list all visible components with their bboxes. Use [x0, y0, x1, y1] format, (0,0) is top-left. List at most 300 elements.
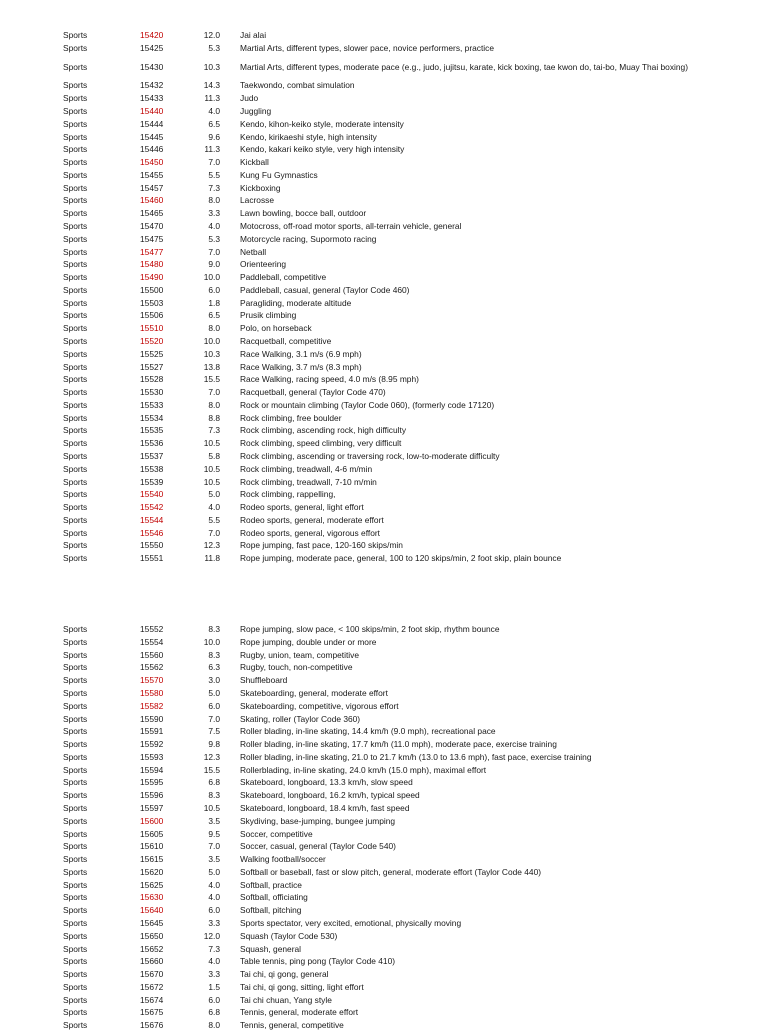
activity-description-cell: Rock climbing, ascending or traversing rock, low-to-moderate difficulty — [240, 451, 500, 461]
category-cell: Sports — [63, 118, 88, 129]
code-cell: 15440 — [140, 105, 164, 116]
activity-description-cell: Prusik climbing — [240, 310, 297, 321]
code-cell: 15620 — [140, 866, 164, 877]
activity-description-cell: Roller blading, in-line skating, 17.7 km/h (11.0 mph), moderate pace, exercise training — [240, 739, 557, 749]
activity-description-cell: Squash (Taylor Code 530) — [240, 930, 338, 941]
met-value-cell: 6.0 — [208, 700, 220, 711]
met-value-cell: 12.3 — [203, 540, 220, 551]
table-row — [0, 156, 768, 168]
code-cell: 15527 — [140, 361, 164, 372]
category-cell: Sports — [63, 284, 88, 295]
category-cell: Sports — [63, 131, 88, 142]
code-cell: 15544 — [140, 514, 164, 525]
met-value-cell: 10.3 — [203, 61, 220, 72]
activity-description-cell: Softball, pitching — [240, 905, 302, 916]
category-cell: Sports — [63, 93, 88, 104]
table-row — [0, 539, 768, 551]
met-value-cell: 3.3 — [208, 208, 220, 219]
category-cell: Sports — [63, 624, 88, 634]
met-value-cell: 13.8 — [203, 361, 220, 372]
code-cell: 15650 — [140, 930, 164, 941]
category-cell: Sports — [63, 866, 88, 877]
category-cell: Sports — [63, 841, 88, 852]
code-cell: 15645 — [140, 917, 164, 928]
category-cell: Sports — [63, 540, 88, 551]
table-row — [0, 182, 768, 194]
category-cell: Sports — [63, 348, 88, 359]
table-row — [0, 131, 768, 143]
activity-description-cell: Orienteering — [240, 259, 287, 270]
table-row — [0, 994, 768, 1006]
code-cell: 15503 — [140, 297, 164, 308]
activity-description-cell: Sports spectator, very excited, emotional, physically moving — [240, 917, 462, 928]
met-value-cell: 6.5 — [208, 310, 220, 321]
table-row — [0, 828, 768, 840]
category-cell: Sports — [63, 636, 88, 647]
table-row — [0, 61, 768, 73]
table-row — [0, 105, 768, 117]
met-value-cell: 15.5 — [203, 374, 220, 385]
table-row — [0, 42, 768, 54]
activity-description-cell: Kung Fu Gymnastics — [240, 169, 318, 180]
code-cell: 15535 — [140, 425, 164, 436]
table-row — [0, 79, 768, 91]
category-cell: Sports — [63, 246, 88, 257]
category-cell: Sports — [63, 233, 88, 244]
activity-description-cell: Martial Arts, different types, moderate pace (e.g., judo, jujitsu, karate, kick boxing, tae kwon do, tai-bo, Muay Thai boxing) — [240, 61, 688, 72]
table-row — [0, 348, 768, 360]
table-row — [0, 437, 768, 449]
code-cell: 15500 — [140, 284, 164, 295]
code-cell: 15465 — [140, 208, 164, 219]
category-cell: Sports — [63, 649, 88, 660]
table-row — [0, 271, 768, 283]
activity-description-cell: Jai alai — [240, 30, 267, 40]
activity-description-cell: Rock climbing, ascending rock, high difficulty — [240, 425, 407, 436]
activity-description-cell: Rope jumping, moderate pace, general, 100 to 120 skips/min, 2 foot skip, plain bounce — [240, 553, 562, 564]
table-row — [0, 968, 768, 980]
category-cell: Sports — [63, 917, 88, 928]
activity-description-cell: Kendo, kirikaeshi style, high intensity — [240, 131, 377, 142]
activity-description-cell: Skateboard, longboard, 13.3 km/h, slow speed — [240, 777, 413, 788]
code-cell: 15554 — [140, 636, 164, 647]
code-cell: 15430 — [140, 61, 164, 72]
table-row — [0, 476, 768, 488]
activity-description-cell: Rock climbing, rappelling, — [240, 489, 336, 500]
code-cell: 15433 — [140, 93, 164, 104]
activity-description-cell: Rugby, union, team, competitive — [240, 649, 360, 660]
met-value-cell: 4.0 — [208, 879, 220, 890]
code-cell: 15676 — [140, 1020, 164, 1031]
code-cell: 15675 — [140, 1007, 164, 1018]
code-cell: 15432 — [140, 80, 164, 91]
category-cell: Sports — [63, 675, 88, 686]
met-value-cell: 7.3 — [208, 943, 220, 954]
activity-description-cell: Kickboxing — [240, 182, 281, 193]
code-cell: 15674 — [140, 994, 164, 1005]
code-cell: 15425 — [140, 42, 164, 53]
category-cell: Sports — [63, 61, 88, 72]
met-value-cell: 10.3 — [203, 348, 220, 359]
category-cell: Sports — [63, 514, 88, 525]
activity-description-cell: Squash, general — [240, 943, 301, 954]
category-cell: Sports — [63, 451, 88, 461]
table-row — [0, 674, 768, 686]
category-cell: Sports — [63, 157, 88, 167]
met-value-cell: 6.3 — [208, 662, 220, 673]
category-cell: Sports — [63, 662, 88, 673]
met-value-cell: 6.5 — [208, 118, 220, 129]
met-value-cell: 11.3 — [204, 93, 220, 104]
met-value-cell: 7.0 — [208, 841, 220, 852]
met-value-cell: 8.3 — [208, 624, 220, 634]
activity-description-cell: Judo — [240, 93, 259, 104]
met-value-cell: 6.0 — [208, 284, 220, 295]
code-cell: 15593 — [140, 751, 164, 762]
table-row — [0, 207, 768, 219]
code-cell: 15530 — [140, 387, 164, 398]
met-value-cell: 10.0 — [203, 636, 220, 647]
category-cell: Sports — [63, 930, 88, 941]
table-row — [0, 943, 768, 955]
met-value-cell: 5.3 — [208, 42, 220, 53]
table-row — [0, 399, 768, 411]
category-cell: Sports — [63, 195, 88, 206]
category-cell: Sports — [63, 700, 88, 711]
table-row — [0, 687, 768, 699]
table-row — [0, 1019, 768, 1031]
code-cell: 15542 — [140, 502, 164, 513]
met-value-cell: 5.8 — [208, 451, 220, 461]
code-cell: 15610 — [140, 841, 164, 852]
met-value-cell: 8.3 — [208, 790, 220, 801]
activity-description-cell: Tennis, general, competitive — [240, 1020, 344, 1031]
table-row — [0, 853, 768, 865]
table-row — [0, 309, 768, 321]
category-cell: Sports — [63, 374, 88, 385]
activity-description-cell: Tai chi chuan, Yang style — [240, 994, 332, 1005]
met-value-cell: 5.0 — [208, 866, 220, 877]
met-value-cell: 4.0 — [208, 956, 220, 967]
met-value-cell: 5.3 — [208, 233, 220, 244]
table-row — [0, 866, 768, 878]
category-cell: Sports — [63, 438, 88, 449]
table-row — [0, 713, 768, 725]
met-value-cell: 3.0 — [208, 675, 220, 686]
activity-description-cell: Rope jumping, fast pace, 120-160 skips/min — [240, 540, 403, 551]
table-row — [0, 840, 768, 852]
table-row — [0, 118, 768, 130]
category-cell: Sports — [63, 764, 88, 775]
category-cell: Sports — [63, 105, 88, 116]
met-value-cell: 4.0 — [208, 502, 220, 513]
code-cell: 15597 — [140, 802, 164, 813]
code-cell: 15525 — [140, 348, 164, 359]
table-row — [0, 879, 768, 891]
category-cell: Sports — [63, 854, 88, 864]
code-cell: 15450 — [140, 157, 164, 167]
activity-description-cell: Roller blading, in-line skating, 21.0 to 21.7 km/h (13.0 to 13.6 mph), fast pace, exercise training — [240, 751, 592, 762]
category-cell: Sports — [63, 399, 88, 410]
category-cell: Sports — [63, 981, 88, 992]
activity-description-cell: Skateboard, longboard, 16.2 km/h, typical speed — [240, 790, 420, 801]
code-cell: 15446 — [140, 144, 164, 155]
activity-description-cell: Juggling — [240, 105, 272, 116]
code-cell: 15605 — [140, 828, 164, 839]
code-cell: 15420 — [140, 30, 164, 40]
code-cell: 15460 — [140, 195, 164, 206]
activity-description-cell: Rodeo sports, general, moderate effort — [240, 514, 384, 525]
activity-description-cell: Racquetball, general (Taylor Code 470) — [240, 387, 386, 398]
category-cell: Sports — [63, 969, 88, 980]
activity-description-cell: Skating, roller (Taylor Code 360) — [240, 713, 361, 724]
table-row — [0, 904, 768, 916]
activity-description-cell: Rock climbing, free boulder — [240, 412, 342, 423]
category-cell: Sports — [63, 726, 88, 737]
activity-description-cell: Lawn bowling, bocce ball, outdoor — [240, 208, 367, 219]
code-cell: 15444 — [140, 118, 164, 129]
code-cell: 15592 — [140, 739, 164, 749]
table-row — [0, 335, 768, 347]
category-cell: Sports — [63, 208, 88, 219]
table-row — [0, 815, 768, 827]
met-value-cell: 3.5 — [208, 854, 220, 864]
met-value-cell: 3.3 — [208, 917, 220, 928]
met-value-cell: 7.0 — [208, 713, 220, 724]
code-cell: 15615 — [140, 854, 164, 864]
category-cell: Sports — [63, 323, 88, 334]
table-row — [0, 220, 768, 232]
activity-description-cell: Tennis, general, moderate effort — [240, 1007, 359, 1018]
met-value-cell: 7.0 — [208, 387, 220, 398]
category-cell: Sports — [63, 828, 88, 839]
activity-description-cell: Rock climbing, treadwall, 4-6 m/min — [240, 463, 373, 474]
met-value-cell: 6.0 — [208, 994, 220, 1005]
table-row — [0, 386, 768, 398]
category-cell: Sports — [63, 272, 88, 282]
activity-description-cell: Softball, practice — [240, 879, 302, 890]
activity-description-cell: Skateboarding, competitive, vigorous effort — [240, 700, 399, 711]
category-cell: Sports — [63, 892, 88, 903]
category-cell: Sports — [63, 220, 88, 231]
table-row — [0, 751, 768, 763]
table-row — [0, 373, 768, 385]
met-value-cell: 9.6 — [208, 131, 220, 142]
category-cell: Sports — [63, 739, 88, 749]
table-row — [0, 700, 768, 712]
activity-description-cell: Rope jumping, slow pace, < 100 skips/min, 2 foot skip, rhythm bounce — [240, 624, 500, 634]
activity-description-cell: Shuffleboard — [240, 675, 288, 686]
met-value-cell: 1.5 — [208, 981, 220, 992]
code-cell: 15477 — [140, 246, 164, 257]
met-value-cell: 12.0 — [203, 30, 220, 40]
activity-description-cell: Rollerblading, in-line skating, 24.0 km/h (15.0 mph), maximal effort — [240, 764, 487, 775]
activity-description-cell: Paddleball, competitive — [240, 272, 327, 282]
table-row — [0, 424, 768, 436]
code-cell: 15533 — [140, 399, 164, 410]
activity-description-cell: Tai chi, qi gong, sitting, light effort — [240, 981, 364, 992]
category-cell: Sports — [63, 790, 88, 801]
table-row — [0, 917, 768, 929]
met-value-cell: 4.0 — [208, 892, 220, 903]
table-row — [0, 764, 768, 776]
activity-description-cell: Race Walking, racing speed, 4.0 m/s (8.95 mph) — [240, 374, 419, 385]
met-value-cell: 8.8 — [208, 412, 220, 423]
activity-description-cell: Lacrosse — [240, 195, 274, 206]
activity-description-cell: Racquetball, competitive — [240, 335, 332, 346]
activity-description-cell: Skydiving, base-jumping, bungee jumping — [240, 815, 396, 826]
met-value-cell: 8.0 — [208, 323, 220, 334]
activity-description-cell: Polo, on horseback — [240, 323, 312, 334]
code-cell: 15550 — [140, 540, 164, 551]
code-cell: 15540 — [140, 489, 164, 500]
met-value-cell: 11.8 — [204, 553, 220, 564]
code-cell: 15536 — [140, 438, 164, 449]
table-row — [0, 776, 768, 788]
table-row — [0, 802, 768, 814]
table-row — [0, 258, 768, 270]
table-row — [0, 1006, 768, 1018]
category-cell: Sports — [63, 1007, 88, 1018]
activity-description-cell: Tai chi, qi gong, general — [240, 969, 329, 980]
met-value-cell: 7.5 — [208, 726, 220, 737]
category-cell: Sports — [63, 361, 88, 372]
met-value-cell: 9.0 — [208, 259, 220, 270]
code-cell: 15534 — [140, 412, 164, 423]
table-row — [0, 725, 768, 737]
code-cell: 15455 — [140, 169, 164, 180]
category-cell: Sports — [63, 777, 88, 788]
met-value-cell: 7.0 — [208, 157, 220, 167]
activity-description-cell: Skateboarding, general, moderate effort — [240, 687, 388, 698]
table-row — [0, 738, 768, 750]
activity-description-cell: Rock climbing, treadwall, 7-10 m/min — [240, 476, 377, 487]
code-cell: 15445 — [140, 131, 164, 142]
category-cell: Sports — [63, 80, 88, 91]
category-cell: Sports — [63, 879, 88, 890]
activity-description-cell: Race Walking, 3.1 m/s (6.9 mph) — [240, 348, 362, 359]
code-cell: 15528 — [140, 374, 164, 385]
table-row — [0, 463, 768, 475]
category-cell: Sports — [63, 687, 88, 698]
code-cell: 15480 — [140, 259, 164, 270]
category-cell: Sports — [63, 144, 88, 155]
category-cell: Sports — [63, 182, 88, 193]
met-value-cell: 7.3 — [208, 425, 220, 436]
code-cell: 15490 — [140, 272, 164, 282]
activity-description-cell: Taekwondo, combat simulation — [240, 80, 355, 91]
category-cell: Sports — [63, 994, 88, 1005]
table-row — [0, 92, 768, 104]
met-value-cell: 10.5 — [203, 463, 220, 474]
activity-description-cell: Skateboard, longboard, 18.4 km/h, fast speed — [240, 802, 410, 813]
activity-description-cell: Kendo, kihon-keiko style, moderate intensity — [240, 118, 404, 129]
category-cell: Sports — [63, 412, 88, 423]
code-cell: 15640 — [140, 905, 164, 916]
category-cell: Sports — [63, 169, 88, 180]
met-value-cell: 8.0 — [208, 195, 220, 206]
met-value-cell: 7.3 — [208, 182, 220, 193]
code-cell: 15506 — [140, 310, 164, 321]
category-cell: Sports — [63, 1020, 88, 1031]
activity-description-cell: Paragliding, moderate altitude — [240, 297, 352, 308]
table-row — [0, 233, 768, 245]
met-value-cell: 8.0 — [208, 1020, 220, 1031]
category-cell: Sports — [63, 30, 88, 40]
category-cell: Sports — [63, 956, 88, 967]
activity-description-cell: Roller blading, in-line skating, 14.4 km/h (9.0 mph), recreational pace — [240, 726, 496, 737]
activity-description-cell: Walking football/soccer — [240, 854, 326, 864]
code-cell: 15475 — [140, 233, 164, 244]
activity-description-cell: Netball — [240, 246, 267, 257]
activity-description-cell: Soccer, casual, general (Taylor Code 540) — [240, 841, 396, 852]
activity-description-cell: Softball or baseball, fast or slow pitch, general, moderate effort (Taylor Code 440) — [240, 866, 542, 877]
code-cell: 15470 — [140, 220, 164, 231]
table-row — [0, 661, 768, 673]
category-cell: Sports — [63, 943, 88, 954]
category-cell: Sports — [63, 297, 88, 308]
table-row — [0, 284, 768, 296]
code-cell: 15551 — [140, 553, 164, 564]
category-cell: Sports — [63, 802, 88, 813]
category-cell: Sports — [63, 425, 88, 436]
table-row — [0, 891, 768, 903]
activity-description-cell: Martial Arts, different types, slower pace, novice performers, practice — [240, 42, 494, 53]
table-row — [0, 169, 768, 181]
met-value-cell: 12.0 — [203, 930, 220, 941]
table-row — [0, 623, 768, 635]
met-value-cell: 4.0 — [208, 220, 220, 231]
table-row — [0, 636, 768, 648]
code-cell: 15570 — [140, 675, 164, 686]
code-cell: 15546 — [140, 527, 164, 538]
met-value-cell: 8.0 — [208, 399, 220, 410]
met-value-cell: 10.5 — [203, 802, 220, 813]
category-cell: Sports — [63, 713, 88, 724]
met-value-cell: 1.8 — [208, 297, 220, 308]
table-row — [0, 450, 768, 462]
code-cell: 15660 — [140, 956, 164, 967]
activity-description-cell: Paddleball, casual, general (Taylor Code 460) — [240, 284, 410, 295]
category-cell: Sports — [63, 553, 88, 564]
met-value-cell: 10.0 — [203, 335, 220, 346]
met-value-cell: 14.3 — [203, 80, 220, 91]
table-row — [0, 552, 768, 564]
met-value-cell: 10.5 — [203, 476, 220, 487]
code-cell: 15591 — [140, 726, 164, 737]
met-value-cell: 3.5 — [208, 815, 220, 826]
code-cell: 15630 — [140, 892, 164, 903]
table-row — [0, 981, 768, 993]
met-value-cell: 7.0 — [208, 246, 220, 257]
category-cell: Sports — [63, 335, 88, 346]
code-cell: 15457 — [140, 182, 164, 193]
code-cell: 15672 — [140, 981, 164, 992]
table-row — [0, 488, 768, 500]
category-cell: Sports — [63, 489, 88, 500]
table-row — [0, 412, 768, 424]
activity-description-cell: Motocross, off-road motor sports, all-terrain vehicle, general — [240, 220, 462, 231]
category-cell: Sports — [63, 905, 88, 916]
table-row — [0, 29, 768, 41]
category-cell: Sports — [63, 42, 88, 53]
activity-description-cell: Rope jumping, double under or more — [240, 636, 377, 647]
code-cell: 15562 — [140, 662, 164, 673]
code-cell: 15596 — [140, 790, 164, 801]
code-cell: 15590 — [140, 713, 164, 724]
category-cell: Sports — [63, 387, 88, 398]
code-cell: 15510 — [140, 323, 164, 334]
